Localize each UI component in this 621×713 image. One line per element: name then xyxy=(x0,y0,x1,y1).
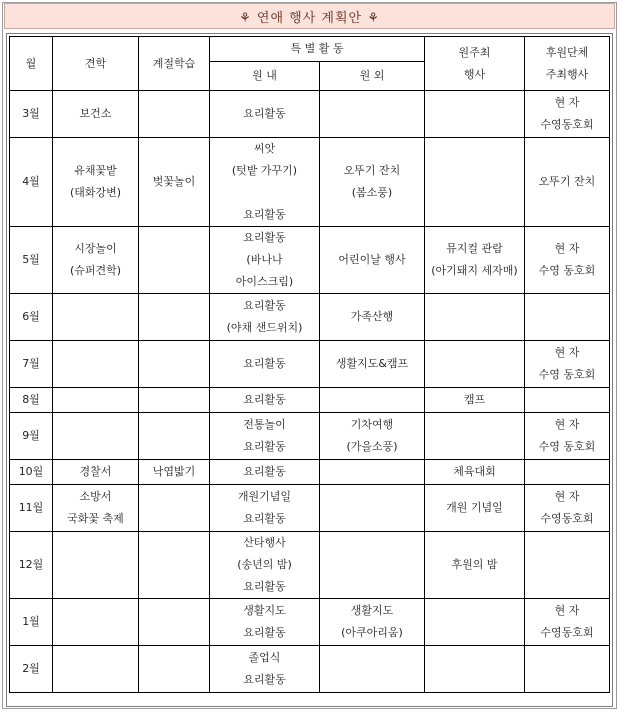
cell-outside: 생활지도&캠프 xyxy=(320,341,425,388)
cell-month: 6월 xyxy=(10,294,53,341)
cell-month: 11월 xyxy=(10,485,53,532)
cell-sponsor-event: 현 자 수영동호회 xyxy=(525,599,610,646)
cell-sponsor-event: 현 자 수영동호회 xyxy=(525,91,610,138)
cell-sponsor-event xyxy=(525,388,610,413)
header-host-event: 원주최 행사 xyxy=(425,37,525,91)
cell-field-trip xyxy=(53,599,139,646)
header-seasonal: 계절학습 xyxy=(139,37,210,91)
cell-field-trip xyxy=(53,532,139,599)
cell-outside xyxy=(320,388,425,413)
table-row xyxy=(10,460,610,485)
cell-inside: 요리활동 xyxy=(210,341,320,388)
cell-month: 12월 xyxy=(10,532,53,599)
cell-inside: 요리활동 (바나나 아이스크림) xyxy=(210,227,320,294)
cell-host-event: 개원 기념일 xyxy=(425,485,525,532)
cell-seasonal: 벚꽃놀이 xyxy=(139,138,210,227)
cell-seasonal xyxy=(139,91,210,138)
table-row xyxy=(10,294,610,341)
cell-sponsor-event: 현 자 수영동호회 xyxy=(525,485,610,532)
cell-field-trip: 유채꽃밭 (태화강변) xyxy=(53,138,139,227)
cell-host-event xyxy=(425,294,525,341)
cell-month: 1월 xyxy=(10,599,53,646)
cell-seasonal xyxy=(139,646,210,693)
table-row xyxy=(10,532,610,599)
cell-field-trip xyxy=(53,413,139,460)
cell-field-trip xyxy=(53,294,139,341)
cell-seasonal xyxy=(139,341,210,388)
cell-host-event xyxy=(425,91,525,138)
header-field-trip: 견학 xyxy=(53,37,139,91)
title-bar xyxy=(4,3,615,29)
cell-seasonal xyxy=(139,388,210,413)
cell-sponsor-event xyxy=(525,532,610,599)
cell-month: 4월 xyxy=(10,138,53,227)
cell-outside: 기차여행 (가을소풍) xyxy=(320,413,425,460)
cell-seasonal: 낙엽밟기 xyxy=(139,460,210,485)
table-row xyxy=(10,388,610,413)
cell-sponsor-event: 현 자 수영 동호회 xyxy=(525,227,610,294)
cell-inside: 개원기념일 요리활동 xyxy=(210,485,320,532)
cell-inside: 생활지도 요리활동 xyxy=(210,599,320,646)
cell-outside xyxy=(320,646,425,693)
cell-outside xyxy=(320,532,425,599)
event-plan-table xyxy=(9,36,610,693)
cell-inside: 산타행사 (송년의 밤) 요리활동 xyxy=(210,532,320,599)
table-row xyxy=(10,341,610,388)
cell-inside: 요리활동 xyxy=(210,460,320,485)
cell-host-event xyxy=(425,599,525,646)
cell-sponsor-event xyxy=(525,460,610,485)
cell-sponsor-event xyxy=(525,294,610,341)
table-row xyxy=(10,485,610,532)
cell-month: 2월 xyxy=(10,646,53,693)
cell-sponsor-event: 오뚜기 잔치 xyxy=(525,138,610,227)
cell-month: 3월 xyxy=(10,91,53,138)
table-row xyxy=(10,646,610,693)
header-sponsor-event: 후원단체 주최행사 xyxy=(525,37,610,91)
table-row xyxy=(10,599,610,646)
cell-outside: 생활지도 (아쿠아리움) xyxy=(320,599,425,646)
cell-host-event xyxy=(425,646,525,693)
cell-outside: 오뚜기 잔치 (봄소풍) xyxy=(320,138,425,227)
cell-inside: 요리활동 xyxy=(210,91,320,138)
header-inside: 원 내 xyxy=(210,62,320,91)
cell-host-event xyxy=(425,341,525,388)
cell-month: 5월 xyxy=(10,227,53,294)
cell-host-event: 후원의 밤 xyxy=(425,532,525,599)
cell-outside xyxy=(320,485,425,532)
cell-month: 8월 xyxy=(10,388,53,413)
cell-host-event xyxy=(425,138,525,227)
table-row xyxy=(10,227,610,294)
cell-seasonal xyxy=(139,485,210,532)
cell-seasonal xyxy=(139,532,210,599)
cell-sponsor-event: 현 자 수영 동호회 xyxy=(525,341,610,388)
cell-inside: 졸업식 요리활동 xyxy=(210,646,320,693)
cell-field-trip xyxy=(53,388,139,413)
cell-field-trip: 시장놀이 (슈퍼견학) xyxy=(53,227,139,294)
page-title: ⚘ 연애 행사 계획안 ⚘ xyxy=(239,10,380,26)
cell-seasonal xyxy=(139,599,210,646)
cell-field-trip: 보건소 xyxy=(53,91,139,138)
cell-month: 10월 xyxy=(10,460,53,485)
cell-inside: 요리활동 xyxy=(210,388,320,413)
cell-seasonal xyxy=(139,413,210,460)
cell-outside: 어린이날 행사 xyxy=(320,227,425,294)
cell-field-trip: 경찰서 xyxy=(53,460,139,485)
cell-sponsor-event xyxy=(525,646,610,693)
cell-month: 7월 xyxy=(10,341,53,388)
cell-field-trip: 소방서 국화꽃 축제 xyxy=(53,485,139,532)
table-row xyxy=(10,413,610,460)
cell-host-event xyxy=(425,413,525,460)
cell-field-trip xyxy=(53,341,139,388)
cell-outside xyxy=(320,460,425,485)
cell-host-event: 캠프 xyxy=(425,388,525,413)
cell-inside: 전통놀이 요리활동 xyxy=(210,413,320,460)
header-outside: 원 외 xyxy=(320,62,425,91)
cell-field-trip xyxy=(53,646,139,693)
cell-seasonal xyxy=(139,227,210,294)
table-row xyxy=(10,91,610,138)
cell-outside: 가족산행 xyxy=(320,294,425,341)
cell-sponsor-event: 현 자 수영 동호회 xyxy=(525,413,610,460)
cell-seasonal xyxy=(139,294,210,341)
cell-month: 9월 xyxy=(10,413,53,460)
header-special: 특 별 활 동 xyxy=(210,37,425,62)
cell-outside xyxy=(320,91,425,138)
header-month: 월 xyxy=(10,37,53,91)
cell-inside: 요리활동 (야채 샌드위치) xyxy=(210,294,320,341)
cell-host-event: 체육대회 xyxy=(425,460,525,485)
cell-inside: 씨앗 (텃밭 가꾸기) 요리활동 xyxy=(210,138,320,227)
table-row xyxy=(10,138,610,227)
cell-host-event: 뮤지컬 관람 (아기돼지 세자매) xyxy=(425,227,525,294)
